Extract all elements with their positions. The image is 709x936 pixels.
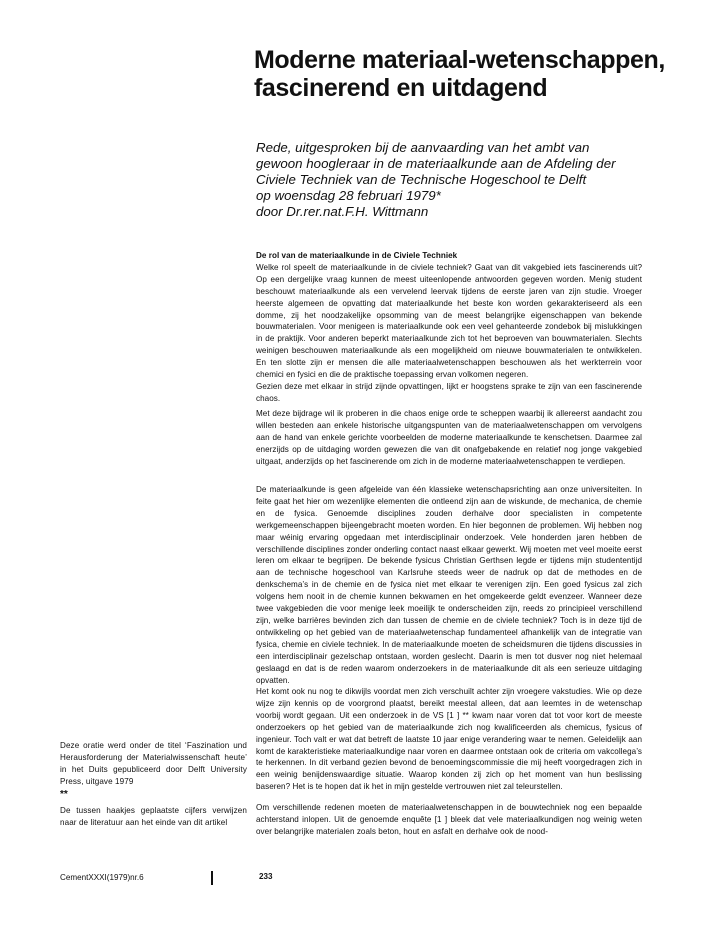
body-paragraph: Het komt ook nu nog te dikwijls voordat men zich verschuilt achter zijn vroegere vakstudies. Wie op deze wijze zijn kennis op de voorgrond plaatst, bereikt meestal alleen, dat aan leemtes in de wetenschap voorbij wordt gegaan. Uit een onderzoek in de VS [1 ] ** kwam naar voren dat tot voor kort de meeste onderzoekers op het gebied van de materiaalkunde zich nog kwalificeerden als chemicus, fysicus of ingenieur. Toch valt er wat dat betreft de laatste 10 jaar enige verandering waar te nemen. Geleidelijk aan komt de karakteristieke materiaalkundige naar voren en daarmee ontstaan ook de criteria om vakcollega’s te herkennen. In dit verband gezien bevond de benoemingscommissie die mij heeft voorgedragen zich in een weinig benijdenswaardige situatie. Waarop konden zij zich op het moment van hun beslissing baseren? Het is te hopen dat ik het in mijn gestelde vertrouwen niet zal teleurstellen.	[256, 687, 642, 792]
subtitle-line: door Dr.rer.nat.F.H. Wittmann	[256, 204, 429, 219]
body-block-interdisciplinary	[256, 484, 642, 686]
footnote-text: Deze oratie werd onder de titel ‘Faszination und Herausforderung der Materialwissenschaft heute’ in het Duits gepubliceerd door Delft University Press, uitgave 1979	[60, 741, 247, 786]
subtitle-line: op woensdag 28 februari 1979*	[256, 188, 441, 203]
subtitle-line: gewoon hoogleraar in de materiaalkunde aan de Afdeling der	[256, 156, 616, 171]
footer-divider	[211, 871, 213, 885]
body-block-aim	[256, 408, 642, 468]
body-paragraph: Met deze bijdrage wil ik proberen in die chaos enige orde te scheppen waarbij ik allereerst aandacht zou willen besteden aan enkele historische uitgangspunten van de materiaalwetenschappen om vervolgens aan de hand van enkele gerichte voorbeelden de moderne materiaalkunde te kenschetsen. Daarmee zal enerzijds op de uitdaging worden gewezen die van dit onafgebakende en relatief nog jonge vakgebied uitgaat, anderzijds op het fascinerende om zich in de moderne materiaalwetenschappen te verdiepen.	[256, 409, 642, 466]
footnote-brackets	[60, 805, 247, 829]
article-subtitle	[256, 140, 666, 220]
section-heading: De rol van de materiaalkunde in de Civiele Techniek	[256, 251, 458, 260]
body-block-vakstudies	[256, 686, 642, 793]
footnote-text: De tussen haakjes geplaatste cijfers verwijzen naar de literatuur aan het einde van dit artikel	[60, 806, 247, 827]
body-paragraph: Om verschillende redenen moeten de materiaalwetenschappen in de bouwtechniek nog een bepaalde achterstand inlopen. Uit de genoemde enquête [1 ] bleek dat vele materiaalkundigen nog weinig weten over belangrijke materialen zoals beton, hout en asfalt en derhalve ook de nood-	[256, 803, 642, 836]
body-block-intro	[256, 250, 642, 405]
body-paragraph: Welke rol speelt de materiaalkunde in de civiele techniek? Gaat van dit vakgebied iets fascinerends uit? Op een dergelijke vraag kunnen de meest uiteenlopende antwoorden gegeven worden. Menig student beschouwt materiaalkunde als een vervelend leervak tijdens de eerste jaren van zijn studie. Vroeger heerste algemeen de opvatting dat materiaalkunde het beste kon worden gekarakteriseerd als een domme, zij het noodzakelijke opsomming van de meest belangrijke eigenschappen van bekende bouwmaterialen. Voor menigeen is materiaalkunde ook een veel gehanteerde zondebok bij mislukkingen in de praktijk. Voor anderen beperkt materiaalkunde zich tot het beproeven van bouwmaterialen. Slechts weinigen beschouwen materiaalkunde als een mogelijkheid om nieuwe bouwmaterialen te ontwikkelen. En ten slotte zijn er mensen die alle materiaalwetenschappen beschouwen als het werkterrein voor chemici en fysici en die de praktische toepassing ervan volkomen negeren.	[256, 262, 642, 380]
page-number: 233	[259, 872, 273, 881]
subtitle-line: Civiele Techniek van de Technische Hogeschool te Delft	[256, 172, 587, 187]
body-paragraph: Gezien deze met elkaar in strijd zijnde opvattingen, lijkt er hoogstens sprake te zijn van een fascinerende chaos.	[256, 381, 642, 403]
article-title: Moderne materiaal-wetenschappen, fascinerend en uitdagend	[254, 46, 665, 102]
footnote-oration	[60, 740, 247, 788]
footnote-marker: **	[60, 789, 68, 800]
body-block-bouwtechniek	[256, 802, 642, 838]
body-paragraph: De materiaalkunde is geen afgeleide van één klassieke wetenschapsrichting aan onze universiteiten. In feite gaat het hier om wezenlijke elementen die ontleend zijn aan de wiskunde, de mechanica, de chemie en de fysica. Genoemde disciplines zouden derhalve door specialisten in competente werkgemeenschappen bijeengebracht moeten worden. En hier begonnen de problemen. Wij hebben nog maar wéinig ervaring opgedaan met interdisciplinair onderzoek. Vele honderden jaren hebben de verschillende disciplines zonder onderling contact naast elkaar gewerkt. Wij moeten met veel moeite eerst leren om elkaar te begrijpen. De bekende fysicus Christian Gerthsen legde er tijdens mijn studententijd aan de technische hogeschool van Karlsruhe steeds weer de nadruk op dat de methodes en de denkschema’s in de chemie en de fysica niet met elkaar te verenigen zijn. Een goed fysicus zal zich volgens hem nooit in de chemie kunnen bekwamen en het omgekeerde geldt evenzeer. Wanneer deze twee vakgebieden die voor menige leek moeilijk te onderscheiden zijn, reeds zo principieel verschillend zijn, welke barrières bevinden zich dan tussen de chemie en de civiele techniek? Toch is in deze tijd de ontwikkeling op het gebied van de materiaalwetenschap fundamenteel afhankelijk van de integratie van fysica, chemie en civiele techniek. In de materiaalkunde moeten de scheidsmuren die tijdens discussies in een interdisciplinair gezelschap ontstaan, worden geslecht. Daarin is men tot dusver nog niet helemaal geslaagd en dat is de reden waarom onderzoekers in de materiaalkunde dit als een serieuze uitdaging opvatten.	[256, 485, 642, 685]
journal-reference: CementXXXI(1979)nr.6	[60, 873, 144, 882]
subtitle-line: Rede, uitgesproken bij de aanvaarding van het ambt van	[256, 140, 590, 155]
